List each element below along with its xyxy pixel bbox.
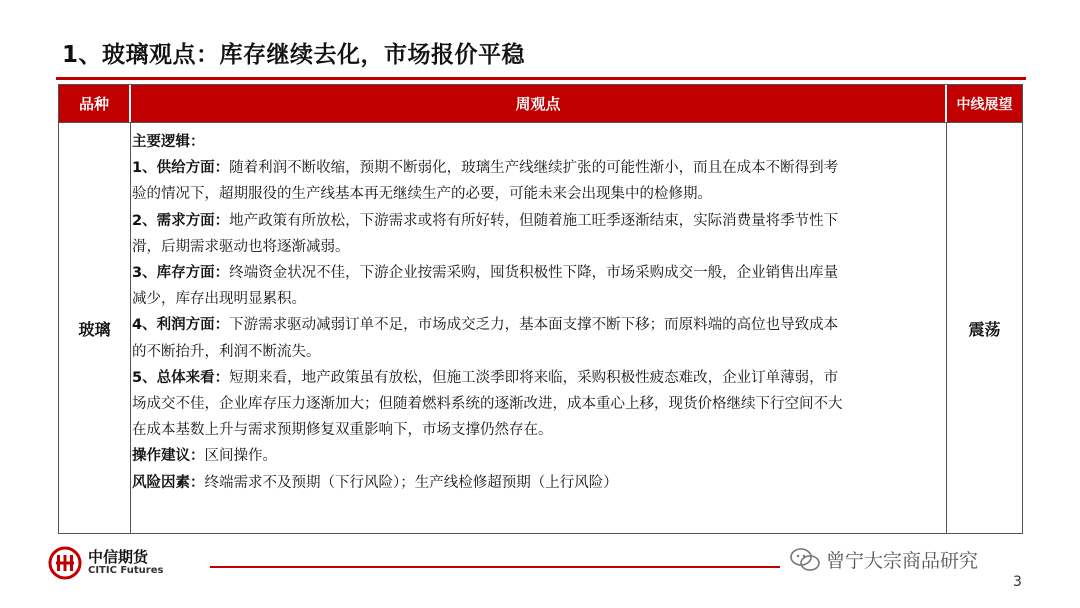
outlook-cell: 震荡 <box>968 319 1001 339</box>
citic-logo-icon <box>48 546 82 580</box>
line-heading: 风险因素： <box>132 474 205 491</box>
column-divider <box>130 122 131 533</box>
header-rule <box>59 122 1022 123</box>
title-divider <box>56 77 1026 80</box>
variety-cell: 玻璃 <box>78 319 111 339</box>
line-heading: 2、需求方面： <box>132 212 230 229</box>
wechat-icon <box>790 547 820 573</box>
header-mid-outlook: 中线展望 <box>947 85 1022 122</box>
line-text: 区间操作。 <box>204 448 277 465</box>
header-weekly-view: 周观点 <box>131 85 945 122</box>
line-text: 滑，后期需求驱动也将逐渐减弱。 <box>132 238 350 255</box>
line-text: 场成交不佳，企业库存压力逐渐加大；但随着燃料系统的逐渐改进，成本重心上移，现货价格继续下行空间不大 <box>132 396 843 413</box>
line-heading: 3、库存方面： <box>132 265 230 282</box>
content-line <box>132 470 944 496</box>
watermark <box>790 546 978 573</box>
page-number: 3 <box>1013 574 1022 590</box>
view-table <box>58 84 1023 534</box>
content-line <box>132 181 944 207</box>
line-text: 减少，库存出现明显累积。 <box>132 291 306 308</box>
content-line <box>132 443 944 469</box>
line-text: 验的情况下，超期服役的生产线基本再无继续生产的必要，可能未来会出现集中的检修期。 <box>132 186 712 203</box>
content-line <box>132 260 944 286</box>
content-line <box>132 155 944 181</box>
content-line <box>132 286 944 312</box>
content-line <box>132 417 944 443</box>
line-text: 短期来看，地产政策虽有放松，但施工淡季即将来临，采购积极性疲态难改，企业订单薄弱，市 <box>229 369 839 386</box>
line-heading: 主要逻辑： <box>132 134 205 150</box>
content-line <box>132 312 944 338</box>
content-line <box>132 208 944 234</box>
content-line <box>132 234 944 260</box>
header-variety: 品种 <box>59 85 129 122</box>
line-heading: 5、总体来看： <box>132 369 230 386</box>
logo-name-cn: 中信期货 <box>88 547 149 566</box>
line-text: 的不断抬升，利润不断流失。 <box>132 343 321 360</box>
citic-futures-logo <box>48 546 163 580</box>
logo-name-en: CITIC Futures <box>88 564 164 576</box>
line-heading: 4、利润方面： <box>132 317 230 334</box>
footer-divider <box>210 566 780 568</box>
line-heading: 操作建议： <box>132 448 205 465</box>
line-text: 在成本基数上升与需求预期修复双重影响下，市场支撑仍然存在。 <box>132 422 553 439</box>
content-line <box>132 129 944 155</box>
line-text: 随着利润不断收缩，预期不断弱化，玻璃生产线继续扩张的可能性渐小，而且在成本不断得到考 <box>229 160 839 177</box>
content-line <box>132 365 944 391</box>
line-text: 地产政策有所放松，下游需求或将有所好转，但随着施工旺季逐渐结束，实际消费量将季节性下 <box>229 212 839 229</box>
page-title: 1、玻璃观点：库存继续去化，市场报价平稳 <box>62 42 526 68</box>
line-text: 终端需求不及预期（下行风险）；生产线检修超预期（上行风险） <box>204 474 618 491</box>
line-text: 下游需求驱动减弱订单不足，市场成交乏力，基本面支撑不断下移；而原料端的高位也导致成本 <box>229 317 839 334</box>
weekly-view-content <box>132 129 944 496</box>
content-line <box>132 391 944 417</box>
watermark-text: 曾宁大宗商品研究 <box>826 550 979 572</box>
line-text: 终端资金状况不佳，下游企业按需采购，囤货积极性下降，市场采购成交一般，企业销售出库量 <box>229 265 839 282</box>
line-heading: 1、供给方面： <box>132 160 230 177</box>
content-line <box>132 339 944 365</box>
